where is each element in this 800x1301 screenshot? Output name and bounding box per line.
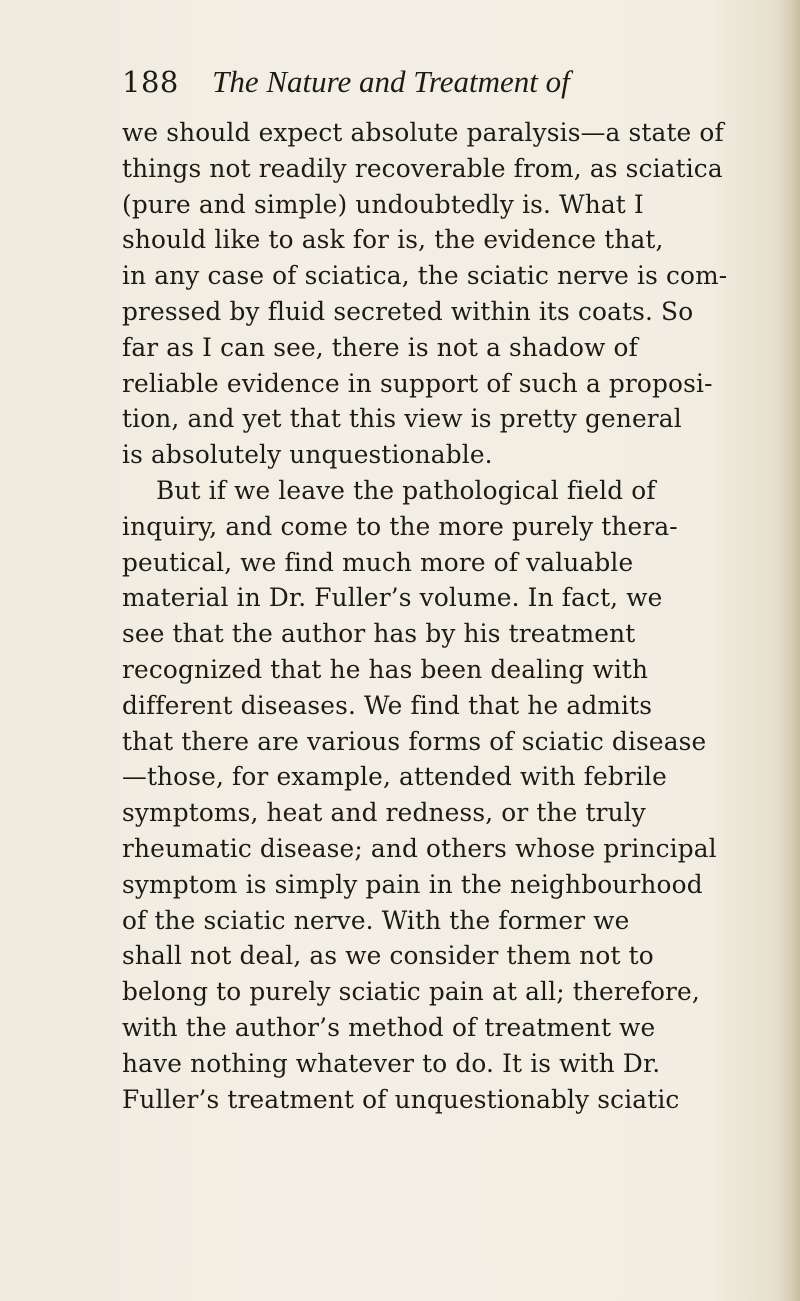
text-line: with the author’s method of treatment we [122, 1012, 656, 1042]
text-line: symptom is simply pain in the neighbourhood [122, 869, 703, 899]
text-line: far as I can see, there is not a shadow of [122, 332, 638, 362]
paragraph-start-line: But if we leave the pathological field of [156, 475, 656, 505]
text-line: see that the author has by his treatment [122, 619, 636, 649]
text-line: tion, and yet that this view is pretty general [122, 404, 682, 434]
text-line: symptoms, heat and redness, or the truly [122, 798, 646, 828]
text-line: Fuller’s treatment of unquestionably sciatic [122, 1084, 680, 1114]
page-number: 188 [122, 65, 179, 99]
text-line: in any case of sciatica, the sciatic nerve is com- [122, 261, 728, 291]
text-line: material in Dr. Fuller’s volume. In fact, we [122, 583, 663, 613]
text-line: shall not deal, as we consider them not to [122, 941, 654, 971]
text-line: peutical, we find much more of valuable [122, 547, 634, 577]
text-line: inquiry, and come to the more purely thera- [122, 511, 678, 541]
text-line: that there are various forms of sciatic disease [122, 726, 707, 756]
text-line: belong to purely sciatic pain at all; therefore, [122, 977, 700, 1007]
text-line: we should expect absolute paralysis—a state of [122, 118, 724, 147]
text-line: (pure and simple) undoubtedly is. What I [122, 189, 644, 219]
text-line: things not readily recoverable from, as sciatica [122, 153, 723, 183]
page-edge-shadow [778, 0, 800, 1301]
text-line: —those, for example, attended with febrile [122, 762, 667, 792]
text-line: should like to ask for is, the evidence that, [122, 225, 664, 255]
text-line: pressed by fluid secreted within its coats. So [122, 296, 694, 326]
text-line: rheumatic disease; and others whose principal [122, 833, 717, 863]
text-line: have nothing whatever to do. It is with Dr. [122, 1048, 661, 1078]
text-line: is absolutely unquestionable. [122, 440, 493, 470]
running-title: The Nature and Treatment of [212, 64, 570, 99]
running-header [122, 60, 682, 104]
text-line: different diseases. We find that he admits [122, 690, 653, 720]
text-line: recognized that he has been dealing with [122, 654, 649, 684]
body-text [122, 115, 762, 1117]
text-line: reliable evidence in support of such a proposi- [122, 368, 713, 398]
text-line: of the sciatic nerve. With the former we [122, 905, 630, 935]
